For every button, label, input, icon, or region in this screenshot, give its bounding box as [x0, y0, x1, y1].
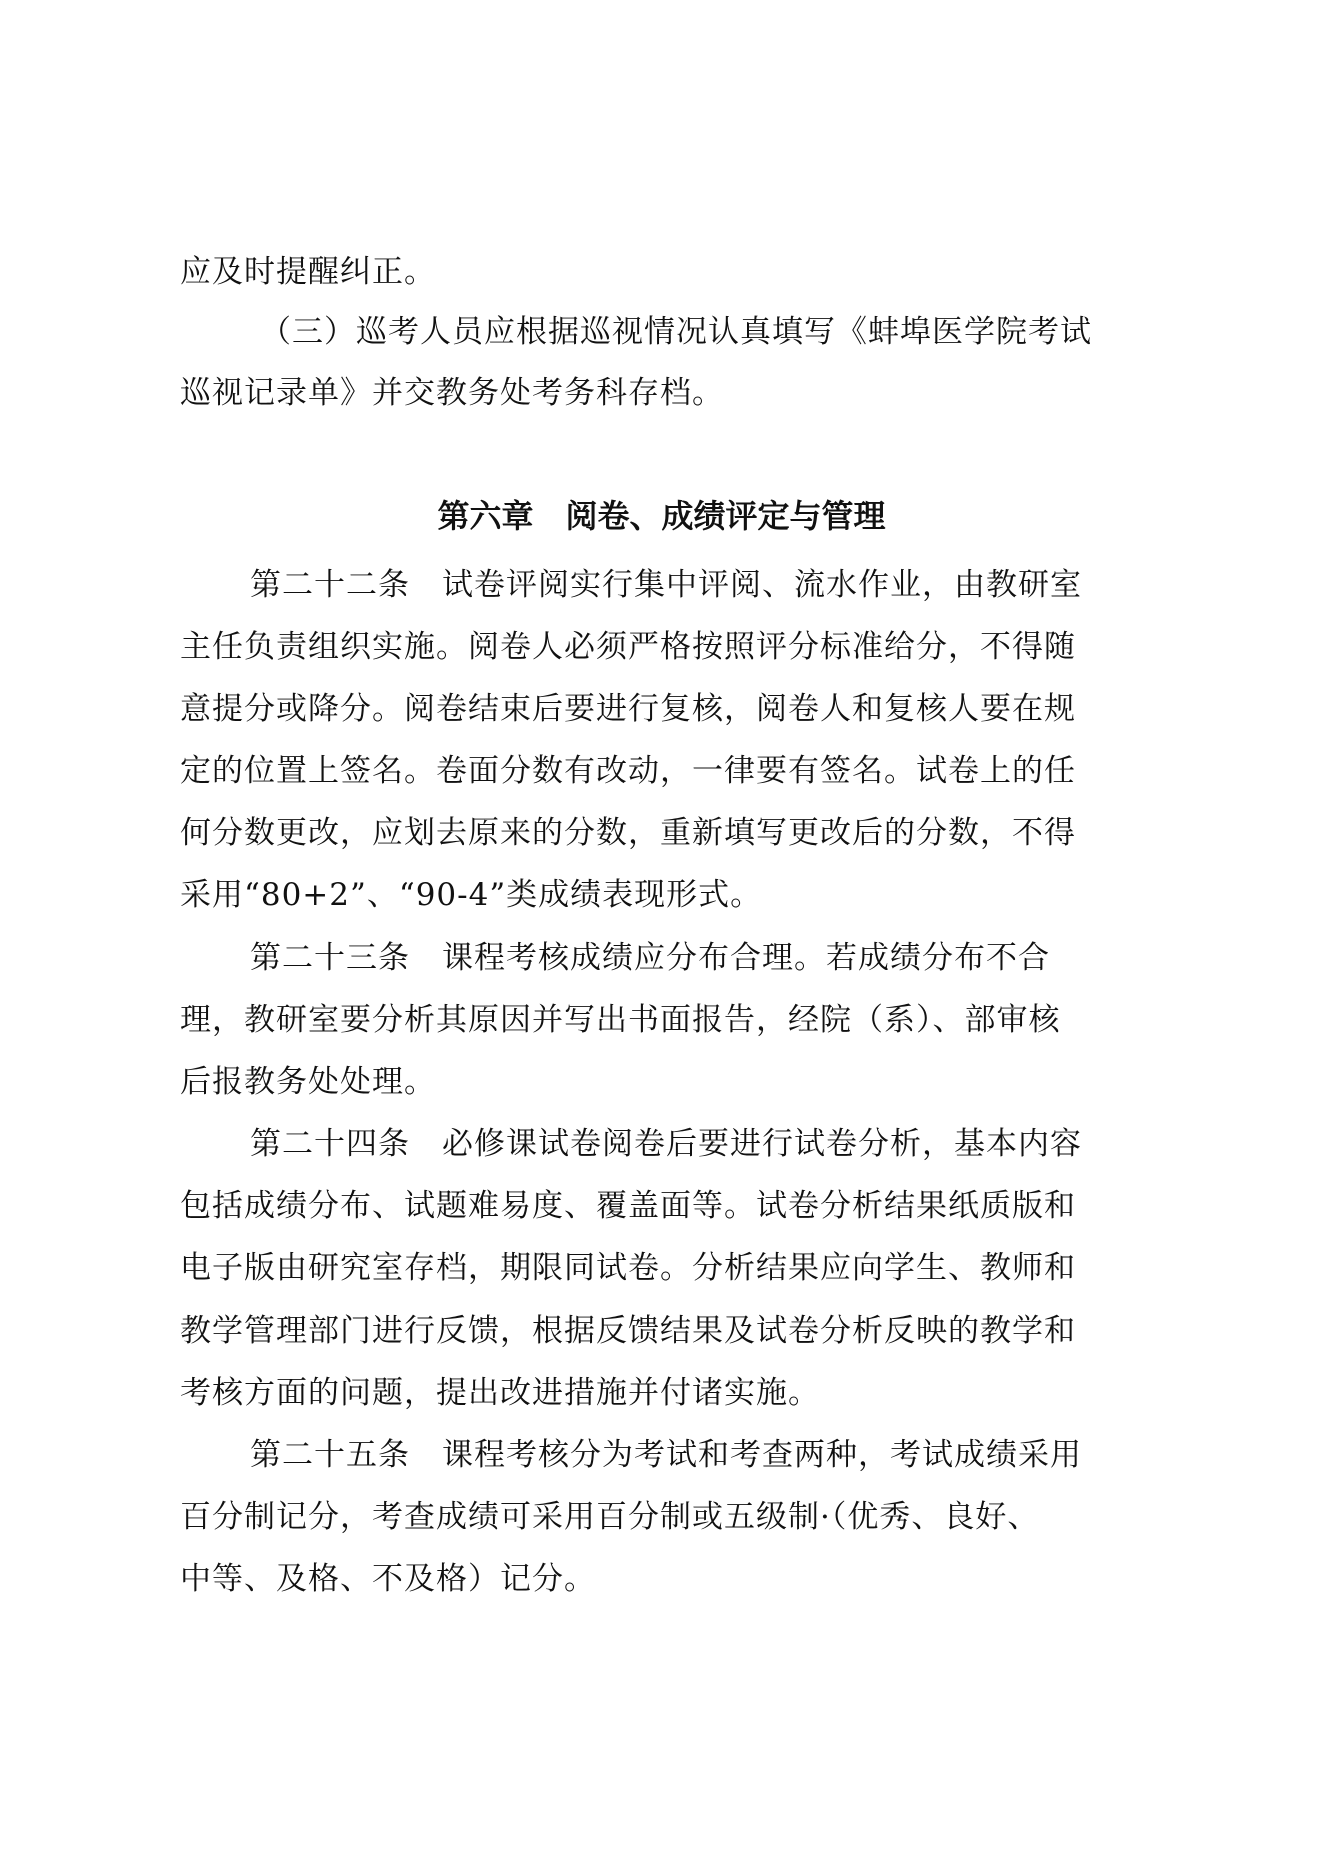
chapter-heading: 第六章 阅卷、成绩评定与管理	[437, 497, 886, 535]
article-22-line: 定的位置上签名。卷面分数有改动，一律要有签名。试卷上的任	[180, 753, 1076, 789]
article-23-line: 后报教务处处理。	[180, 1064, 436, 1100]
article-25-line: 百分制记分，考查成绩可采用百分制或五级制·（优秀、良好、	[180, 1499, 1040, 1535]
paragraph-line: 应及时提醒纠正。	[180, 254, 436, 290]
article-25-line: 中等、及格、不及格）记分。	[180, 1561, 596, 1597]
article-23-line: 理，教研室要分析其原因并写出书面报告，经院（系）、部审核	[180, 1002, 1061, 1038]
article-22-line: 何分数更改，应划去原来的分数，重新填写更改后的分数，不得	[180, 815, 1076, 851]
paragraph-line: （三）巡考人员应根据巡视情况认真填写《蚌埠医学院考试	[260, 314, 1092, 350]
article-24-line: 第二十四条 必修课试卷阅卷后要进行试卷分析，基本内容	[250, 1126, 1082, 1162]
article-22-line: 采用“80+2”、“90-4”类成绩表现形式。	[180, 877, 763, 913]
paragraph-line: 巡视记录单》并交教务处考务科存档。	[180, 375, 724, 411]
article-23-line: 第二十三条 课程考核成绩应分布合理。若成绩分布不合	[250, 940, 1050, 976]
article-22-line: 第二十二条 试卷评阅实行集中评阅、流水作业，由教研室	[250, 567, 1082, 603]
article-24-line: 考核方面的问题，提出改进措施并付诸实施。	[180, 1375, 820, 1411]
article-25-line: 第二十五条 课程考核分为考试和考查两种，考试成绩采用	[250, 1437, 1082, 1473]
article-22-line: 主任负责组织实施。阅卷人必须严格按照评分标准给分，不得随	[180, 629, 1076, 665]
article-24-line: 电子版由研究室存档，期限同试卷。分析结果应向学生、教师和	[180, 1250, 1076, 1286]
article-22-line: 意提分或降分。阅卷结束后要进行复核，阅卷人和复核人要在规	[180, 691, 1076, 727]
article-24-line: 教学管理部门进行反馈，根据反馈结果及试卷分析反映的教学和	[180, 1313, 1076, 1349]
article-24-line: 包括成绩分布、试题难易度、覆盖面等。试卷分析结果纸质版和	[180, 1188, 1076, 1224]
